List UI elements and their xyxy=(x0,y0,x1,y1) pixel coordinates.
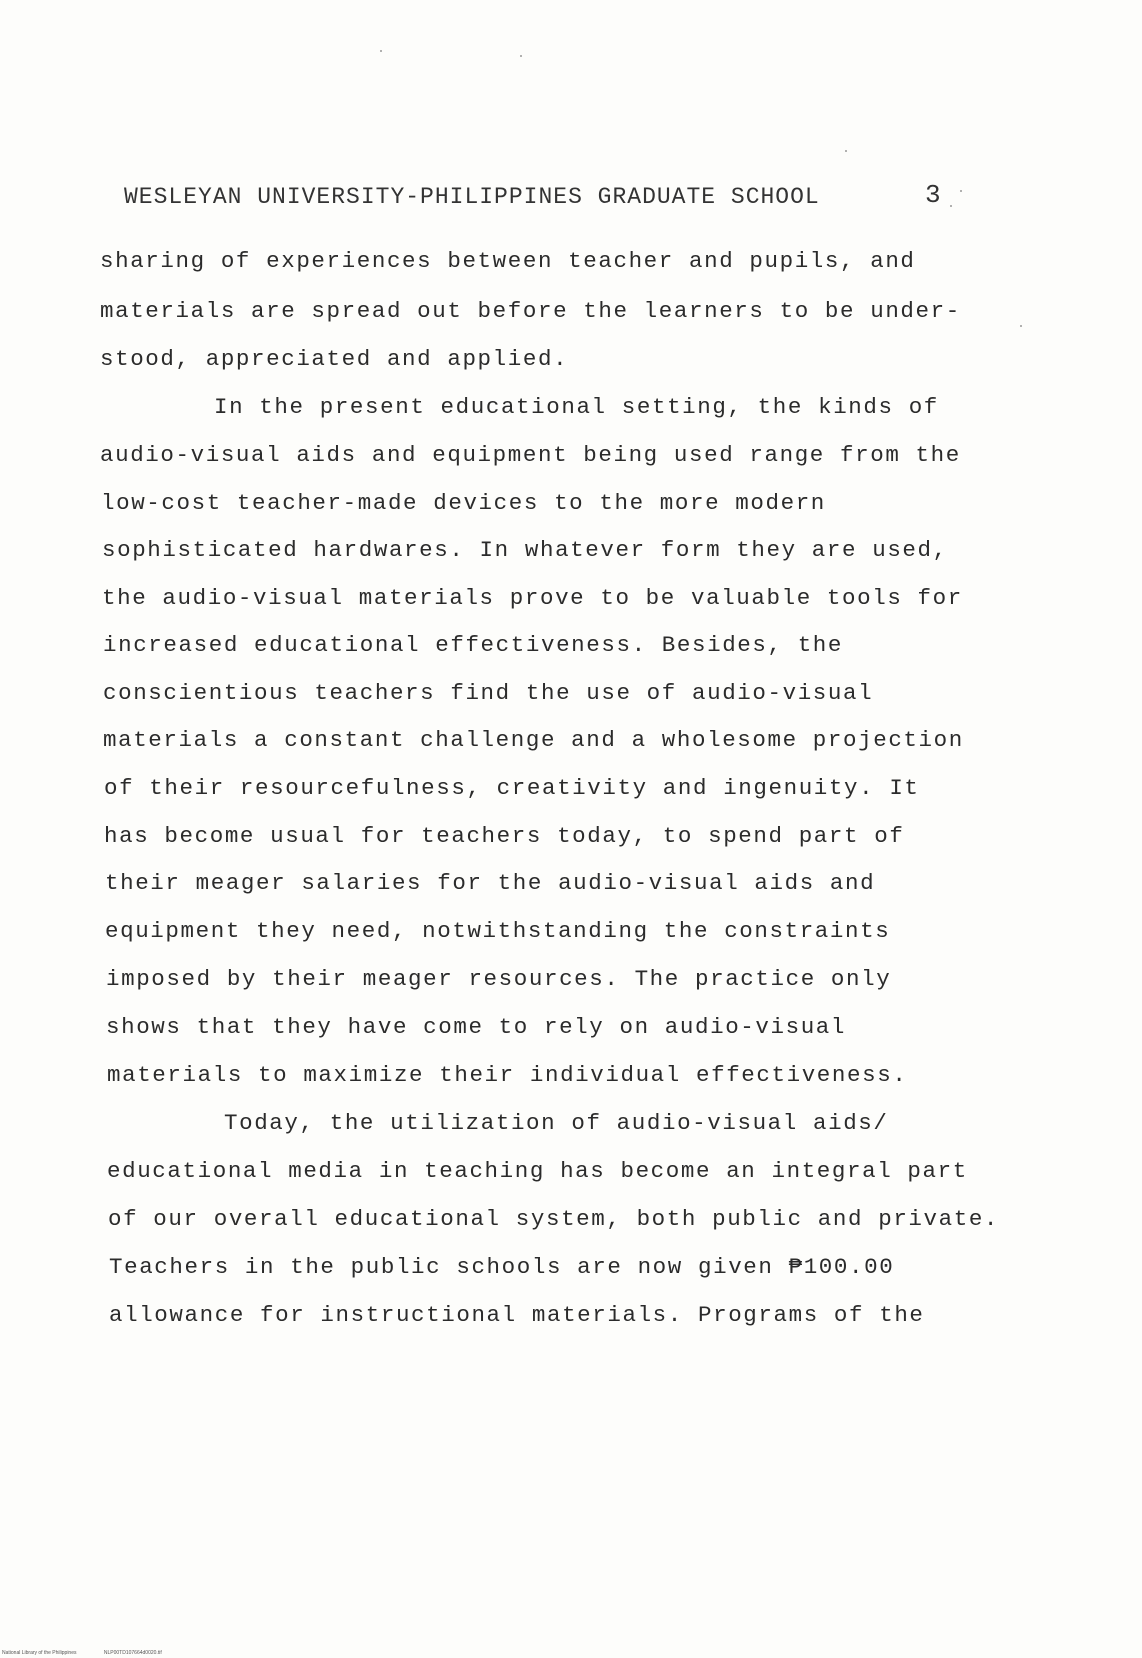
footer-library: National Library of the Philippines xyxy=(2,1650,77,1656)
body-line: educational media in teaching has become an integral part xyxy=(107,1158,968,1184)
body-line: has become usual for teachers today, to spend part of xyxy=(104,823,905,849)
body-line: their meager salaries for the audio-visual aids and xyxy=(105,870,876,896)
body-line: stood, appreciated and applied. xyxy=(100,346,569,372)
body-line: shows that they have come to rely on audio-visual xyxy=(106,1014,847,1040)
body-line: Today, the utilization of audio-visual aids/ xyxy=(224,1110,889,1136)
body-line: imposed by their meager resources. The practice only xyxy=(106,966,892,992)
body-line: equipment they need, notwithstanding the constraints xyxy=(105,918,891,944)
footer-file-id: NLP00TD107664d0020.tif xyxy=(103,1650,162,1656)
running-head: WESLEYAN UNIVERSITY-PHILIPPINES GRADUATE SCHOOL xyxy=(124,184,820,210)
body-line: materials to maximize their individual effectiveness. xyxy=(107,1062,908,1088)
body-line: conscientious teachers find the use of audio-visual xyxy=(103,680,874,706)
scan-speck xyxy=(380,50,382,52)
scan-speck xyxy=(845,150,847,152)
body-line: sophisticated hardwares. In whatever form they are used, xyxy=(102,537,948,563)
body-line: allowance for instructional materials. Programs of the xyxy=(109,1302,925,1328)
body-line: of our overall educational system, both public and private. xyxy=(108,1206,1000,1232)
scan-footer xyxy=(2,1650,188,1656)
scan-speck xyxy=(960,190,962,192)
scan-speck xyxy=(1020,325,1022,327)
body-line: low-cost teacher-made devices to the more modern xyxy=(101,490,826,516)
body-line: of their resourcefulness, creativity and ingenuity. It xyxy=(104,775,920,801)
body-line: increased educational effectiveness. Besides, the xyxy=(103,632,844,658)
body-line: materials are spread out before the learners to be under- xyxy=(100,298,961,324)
body-line: audio-visual aids and equipment being used range from the xyxy=(100,442,961,468)
body-line: sharing of experiences between teacher and pupils, and xyxy=(100,248,916,274)
body-line: In the present educational setting, the kinds of xyxy=(214,394,939,420)
page-number: 3 xyxy=(925,180,941,210)
scan-speck xyxy=(520,55,522,57)
body-line: materials a constant challenge and a wholesome projection xyxy=(103,727,964,753)
scan-speck xyxy=(950,205,952,207)
body-line: Teachers in the public schools are now given ₱100.00 xyxy=(109,1254,895,1280)
body-line: the audio-visual materials prove to be valuable tools for xyxy=(102,585,963,611)
